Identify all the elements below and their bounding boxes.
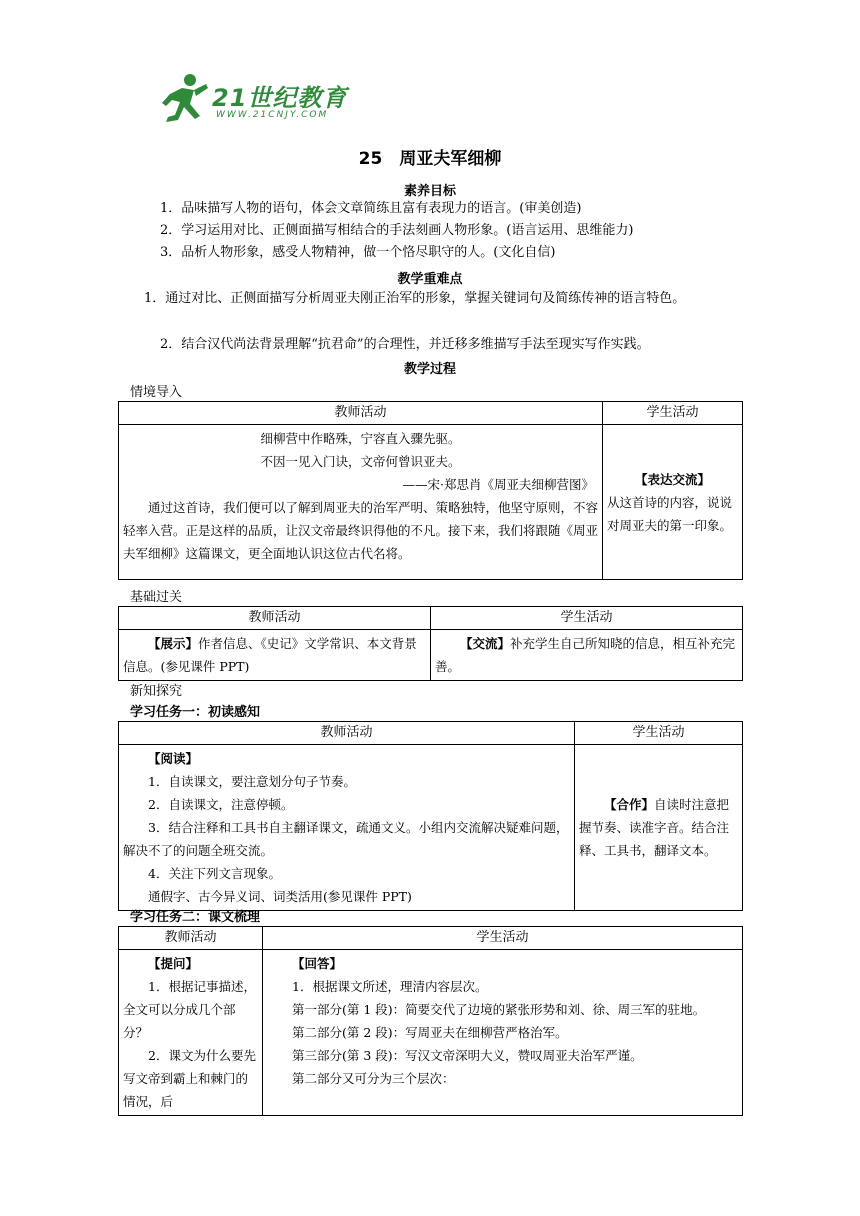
key-point-item: 1．通过对比、正侧面描写分析周亚夫刚正治军的形象，掌握关键词句及简练传神的语言特色。: [144, 291, 686, 306]
student-item: 第二部分(第 2 段)：写周亚夫在细柳营严格治军。: [292, 1025, 568, 1040]
teacher-item: 1．根据记事描述，全文可以分成几个部分？: [123, 979, 256, 1040]
logo-url: WWW.21CNJY.COM: [216, 110, 329, 120]
student-header: 学生活动: [431, 607, 743, 630]
teacher-header: 教师活动: [119, 927, 263, 950]
student-cell: [575, 745, 743, 911]
student-item: 第二部分又可分为三个层次：: [292, 1071, 455, 1086]
goal-item: 2．学习运用对比、正侧面描写相结合的手法刻画人物形象。(语言运用、思维能力): [160, 223, 634, 238]
goals-heading: 素养目标: [403, 184, 456, 199]
logo-text: 21世纪教育: [212, 84, 348, 112]
teacher-text: 作者信息、《史记》文学常识、本文背景信息。(参见课件 PPT): [123, 636, 417, 674]
basics-table: [118, 606, 743, 681]
teacher-item: 2．课文为什么要先写文帝到霸上和棘门的情况，后: [123, 1048, 256, 1109]
student-tag: 【交流】: [460, 636, 511, 651]
student-cell: [431, 630, 743, 681]
teacher-item: 2．自读课文，注意停顿。: [148, 797, 294, 812]
key-points-heading: 教学重难点: [397, 272, 463, 287]
task1-label: 学习任务一：初读感知: [130, 705, 261, 720]
poem-line: 不因一见入门诀，文帝何曾识亚夫。: [260, 454, 461, 469]
student-item: 1．根据课文所述，理清内容层次。: [292, 979, 488, 994]
teacher-header: 教师活动: [119, 722, 575, 745]
student-cell: [263, 950, 743, 1116]
student-tag: 【回答】: [292, 956, 343, 971]
key-point-item: 2．结合汉代尚法背景理解“抗君命”的合理性，并迁移多维描写手法至现实写作实践。: [160, 337, 650, 352]
intro-table: [118, 401, 743, 580]
teacher-cell: [119, 425, 603, 580]
teacher-tag: 【阅读】: [148, 751, 199, 766]
teacher-header: 教师活动: [119, 607, 431, 630]
runner-logo-icon: [160, 72, 212, 128]
teacher-header: 教师活动: [119, 402, 603, 425]
student-header: 学生活动: [263, 927, 743, 950]
teacher-item: 通假字、古今异义词、词类活用(参见课件 PPT): [148, 889, 412, 904]
student-tag: 【表达交流】: [634, 471, 710, 487]
teacher-item: 1．自读课文，要注意划分句子节奏。: [148, 774, 356, 789]
teacher-text: 通过这首诗，我们便可以了解到周亚夫的治军严明、策略独特，他坚守原则，不容轻率入营。正是这样的品质，让汉文帝最终识得他的不凡。接下来，我们将跟随《周亚夫军细柳》这篇课文，更全面地认识这位古代名将。: [123, 500, 599, 561]
teacher-tag: 【展示】: [148, 636, 199, 651]
student-tag: 【合作】: [604, 797, 655, 812]
student-text: 自读时注意把握节奏、读准字音。结合注释、工具书，翻译文本。: [579, 797, 730, 858]
poem-source: ——宋·郑思肖《周亚夫细柳营图》: [402, 477, 594, 492]
explore-label: 新知探究: [130, 684, 183, 699]
teacher-item: 3．结合注释和工具书自主翻译课文，疏通文义。小组内交流解决疑难问题，解决不了的问题全班交流。: [123, 820, 569, 858]
task2-label: 学习任务二：课文梳理: [130, 910, 261, 925]
goal-item: 3．品析人物形象，感受人物精神，做一个恪尽职守的人。(文化自信): [160, 245, 556, 260]
task2-table: [118, 926, 743, 1116]
student-header: 学生活动: [575, 722, 743, 745]
basics-label: 基础过关: [130, 590, 183, 605]
student-header: 学生活动: [603, 402, 743, 425]
teacher-cell: [119, 745, 575, 911]
student-item: 第一部分(第 1 段)：简要交代了边境的紧张形势和刘、徐、周三军的驻地。: [292, 1002, 706, 1017]
teacher-cell: [119, 630, 431, 681]
logo: [160, 72, 360, 132]
process-heading: 教学过程: [403, 362, 456, 377]
student-cell: [603, 425, 743, 580]
student-item: 第三部分(第 3 段)：写汉文帝深明大义，赞叹周亚夫治军严谨。: [292, 1048, 643, 1063]
task1-table: [118, 721, 743, 911]
teacher-item: 4．关注下列文言现象。: [148, 866, 281, 881]
student-text: 补充学生自己所知晓的信息，相互补充完善。: [435, 636, 736, 674]
teacher-cell: [119, 950, 263, 1116]
intro-label: 情境导入: [130, 385, 183, 400]
student-text: 从这首诗的内容，说说对周亚夫的第一印象。: [607, 494, 733, 533]
goal-item: 1．品味描写人物的语句，体会文章简练且富有表现力的语言。(审美创造): [160, 201, 582, 216]
teacher-tag: 【提问】: [148, 956, 199, 971]
page-title: 25 周亚夫军细柳: [358, 149, 502, 169]
poem-line: 细柳营中作略殊，宁容直入骤先驱。: [260, 431, 461, 446]
